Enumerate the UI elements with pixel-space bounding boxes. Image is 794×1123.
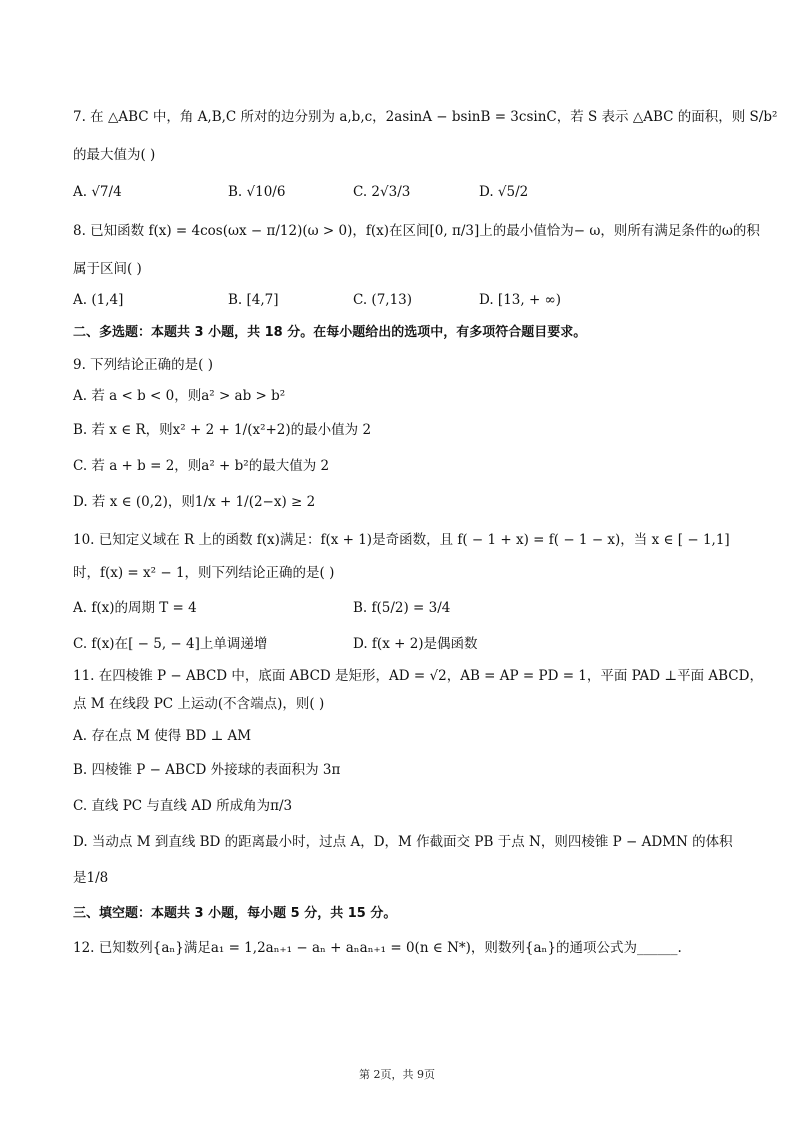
page-footer: 第 2页，共 9页 — [359, 1068, 435, 1081]
section-3-heading: 三、填空题：本题共 3 小题，每小题 5 分，共 15 分。 — [73, 906, 397, 921]
q8-option-d: D. [13, + ∞) — [479, 292, 562, 308]
q9-stem: 9. 下列结论正确的是( ) — [73, 357, 213, 373]
q11-option-d-continued: 是1/8 — [73, 870, 109, 886]
q7-option-d: D. √5/2 — [479, 184, 529, 200]
q8-option-c: C. (7,13) — [353, 292, 413, 308]
q11-option-b: B. 四棱锥 P − ABCD 外接球的表面积为 3π — [73, 762, 341, 778]
q10-option-a: A. f(x)的周期 T = 4 — [73, 600, 197, 616]
q8-stem-line2: 属于区间( ) — [73, 261, 142, 277]
section-2-heading: 二、多选题：本题共 3 小题，共 18 分。在每小题给出的选项中，有多项符合题目要求。 — [73, 325, 587, 340]
q7-stem-line2: 的最大值为( ) — [73, 147, 156, 163]
q10-stem-line1: 10. 已知定义域在 R 上的函数 f(x)满足：f(x + 1)是奇函数，且 f( − 1 + x) = f( − 1 − x)，当 x ∈ [ − 1,1] — [73, 532, 730, 548]
q10-option-c: C. f(x)在[ − 5, − 4]上单调递增 — [73, 636, 268, 652]
q10-option-b: B. f(5/2) = 3/4 — [353, 600, 451, 616]
q9-option-c: C. 若 a + b = 2，则a² + b²的最大值为 2 — [73, 458, 330, 474]
q7-option-a: A. √7/4 — [73, 184, 122, 200]
q11-option-c: C. 直线 PC 与直线 AD 所成角为π/3 — [73, 798, 293, 814]
q8-option-b: B. [4,7] — [228, 292, 279, 308]
q9-option-a: A. 若 a < b < 0，则a² > ab > b² — [73, 388, 286, 404]
q10-stem-line2: 时，f(x) = x² − 1，则下列结论正确的是( ) — [73, 565, 335, 581]
q8-stem-line1: 8. 已知函数 f(x) = 4cos(ωx − π/12)(ω > 0)，f(x)在区间[0, π/3]上的最小值恰为− ω，则所有满足条件的ω的积 — [73, 223, 760, 239]
q7-option-c: C. 2√3/3 — [353, 184, 411, 200]
q12-stem: 12. 已知数列{aₙ}满足a₁ = 1,2aₙ₊₁ − aₙ + aₙaₙ₊₁ = 0(n ∈ N*)，则数列{aₙ}的通项公式为______. — [73, 940, 682, 956]
q10-option-d: D. f(x + 2)是偶函数 — [353, 636, 478, 652]
q9-option-d: D. 若 x ∈ (0,2)，则1/x + 1/(2−x) ≥ 2 — [73, 494, 316, 510]
q11-option-a: A. 存在点 M 使得 BD ⊥ AM — [73, 728, 252, 744]
q7-option-b: B. √10/6 — [228, 184, 286, 200]
q11-stem-line1: 11. 在四棱锥 P − ABCD 中，底面 ABCD 是矩形，AD = √2，AB = AP = PD = 1，平面 PAD ⊥平面 ABCD， — [73, 668, 763, 684]
q8-option-a: A. (1,4] — [73, 292, 124, 308]
q9-option-b: B. 若 x ∈ R，则x² + 2 + 1/(x²+2)的最小值为 2 — [73, 422, 372, 438]
q11-stem-line2: 点 M 在线段 PC 上运动(不含端点)，则( ) — [73, 696, 325, 712]
q11-option-d: D. 当动点 M 到直线 BD 的距离最小时，过点 A，D，M 作截面交 PB 于点 N，则四棱锥 P − ADMN 的体积 — [73, 834, 733, 850]
q7-stem-line1: 7. 在 △ABC 中，角 A,B,C 所对的边分别为 a,b,c，2asinA − bsinB = 3csinC，若 S 表示 △ABC 的面积，则 S/b² — [73, 109, 778, 125]
